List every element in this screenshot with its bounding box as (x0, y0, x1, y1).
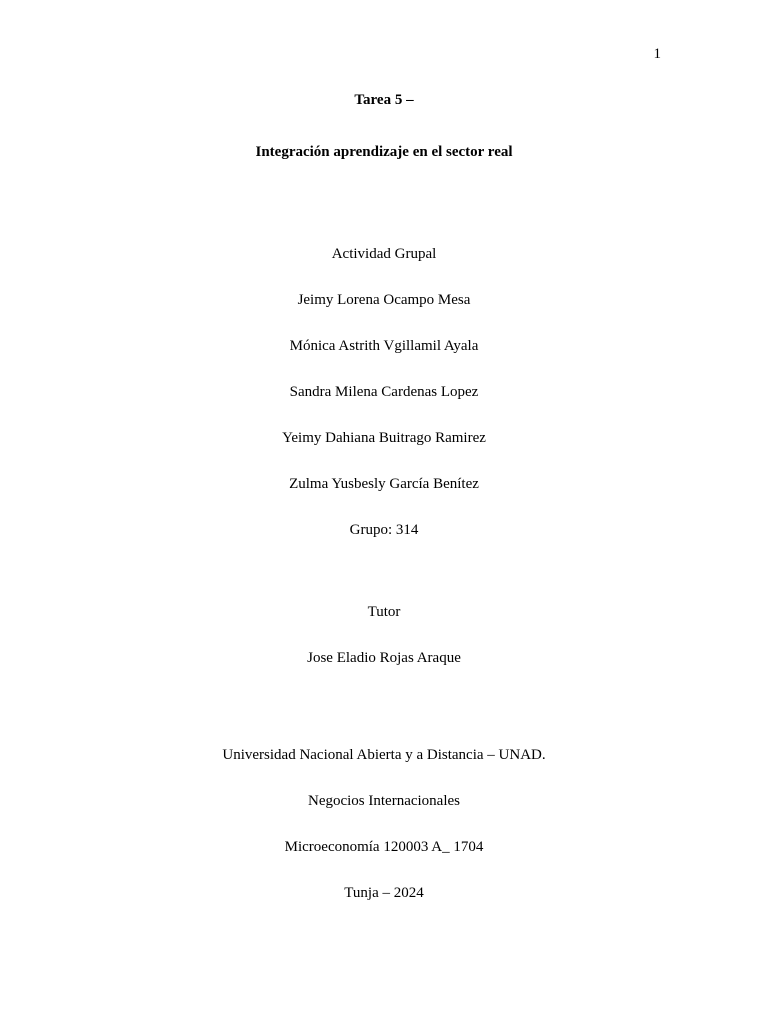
member-name: Jeimy Lorena Ocampo Mesa (297, 292, 471, 308)
tutor-name: Jose Eladio Rojas Araque (307, 650, 461, 666)
member-name: Sandra Milena Cardenas Lopez (289, 384, 479, 400)
university-name: Universidad Nacional Abierta y a Distancia – UNAD. (222, 747, 546, 763)
place-date: Tunja – 2024 (344, 885, 424, 901)
group-number: Grupo: 314 (349, 522, 419, 538)
page-number: 1 (653, 46, 661, 62)
title-line-1: Tarea 5 – (354, 92, 414, 108)
member-name: Mónica Astrith Vgillamil Ayala (289, 338, 479, 354)
title-line-2: Integración aprendizaje en el sector real (255, 144, 513, 160)
course-name: Microeconomía 120003 A_ 1704 (284, 839, 484, 855)
program-name: Negocios Internacionales (307, 793, 461, 809)
tutor-label: Tutor (367, 604, 401, 620)
member-name: Yeimy Dahiana Buitrago Ramirez (282, 430, 486, 446)
member-name: Zulma Yusbesly García Benítez (289, 476, 479, 492)
activity-label: Actividad Grupal (331, 246, 437, 262)
